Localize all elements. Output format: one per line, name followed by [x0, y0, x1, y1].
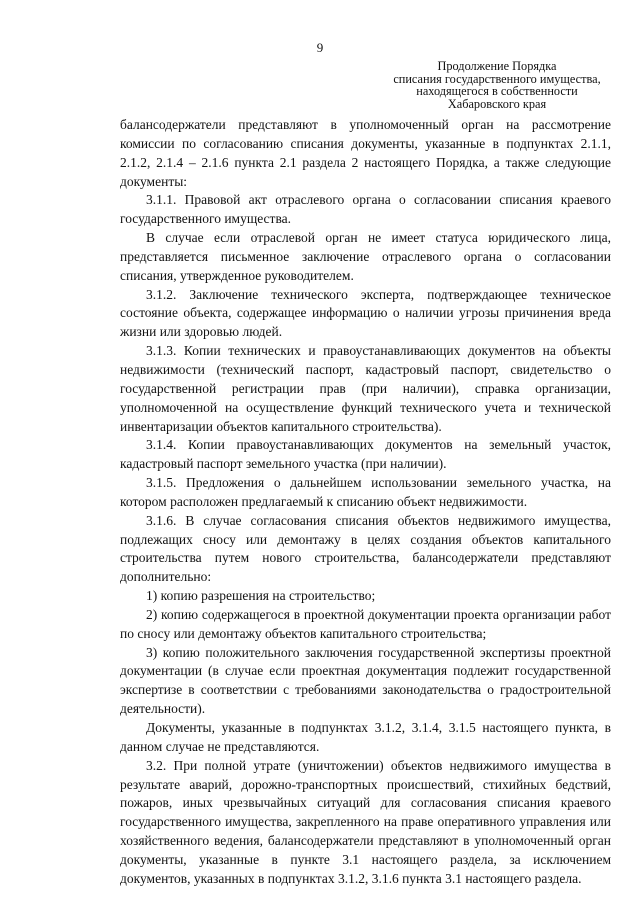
paragraph-3-2: 3.2. При полной утрате (уничтожении) объектов недвижимого имущества в результате аварий, дорожно-транспортных происшествий, стихийных бедствий, пожаров, иных чрезвычайных ситуаций для согласования списания краевого государственного имущества, закрепленного на праве оперативного управления или хозяйственного ведения, балансодержатели представляют в уполномоченный орган документы, указанные в пункте 3.1 настоящего раздела, за исключением документов, указанных в подпунктах 3.1.2, 3.1.6 пункта 3.1 настоящего раздела.	[120, 757, 611, 886]
paragraph-3-1-1: 3.1.1. Правовой акт отраслевого органа о согласовании списания краевого государственного имущества.	[120, 192, 611, 227]
header-line: списания государственного имущества,	[393, 71, 601, 86]
header-line: Хабаровского края	[447, 96, 547, 111]
page-number: 9	[316, 40, 324, 55]
list-item-1: 1) копию разрешения на строительство;	[146, 588, 376, 604]
paragraph-3-1-6: 3.1.6. В случае согласования списания объектов недвижимого имущества, подлежащих сносу или демонтажу в целях создания объектов капитального строительства путем нового строительства, балансодержатели представляют дополнительно:	[120, 512, 611, 585]
paragraph-3-1-5: 3.1.5. Предложения о дальнейшем использовании земельного участка, на котором расположен предлагаемый к списанию объект недвижимости.	[120, 475, 611, 509]
list-item-3: 3) копию положительного заключения государственной экспертизы проектной документации (в случае если проектная документация подлежит государственной экспертизе в соответствии с требованиями законодательства о градостроительной деятельности).	[120, 644, 611, 717]
paragraph-no-legal-entity: В случае если отраслевой орган не имеет статуса юридического лица, представляется письменное заключение отраслевого органа о согласовании списания, утвержденное руководителем.	[120, 230, 611, 283]
document-body	[120, 116, 611, 889]
paragraph-3-1-2: 3.1.2. Заключение технического эксперта, подтверждающее техническое состояние объекта, содержащее информацию о наличии угрозы причинения вреда жизни или здоровью людей.	[120, 286, 611, 340]
list-item-2: 2) копию содержащегося в проектной документации проекта организации работ по сносу или демонтажу объектов капитального строительства;	[120, 606, 611, 641]
paragraph-3-1-4: 3.1.4. Копии правоустанавливающих документов на земельный участок, кадастровый паспорт земельного участка (при наличии).	[120, 437, 611, 472]
paragraph-continuation: балансодержатели представляют в уполномоченный орган на рассмотрение комиссии по согласованию списания документы, указанные в подпунктах 2.1.1, 2.1.2, 2.1.4 – 2.1.6 пункта 2.1 раздела 2 настоящего Порядка, а также следующие документы:	[120, 117, 611, 189]
header-line: находящегося в собственности	[416, 84, 578, 98]
header-note	[390, 60, 604, 110]
header-line: Продолжение Порядка	[437, 59, 557, 73]
paragraph-exemption: Документы, указанные в подпунктах 3.1.2, 3.1.4, 3.1.5 настоящего пункта, в данном случае не представляются.	[120, 720, 611, 754]
paragraph-3-1-3: 3.1.3. Копии технических и правоустанавливающих документов на объекты недвижимости (технический паспорт, кадастровый паспорт, свидетельство о государственной регистрации прав (при наличии), справка организации, уполномоченной на осуществление функций технического учета и технической инвентаризации объектов капитального строительства).	[120, 343, 611, 434]
